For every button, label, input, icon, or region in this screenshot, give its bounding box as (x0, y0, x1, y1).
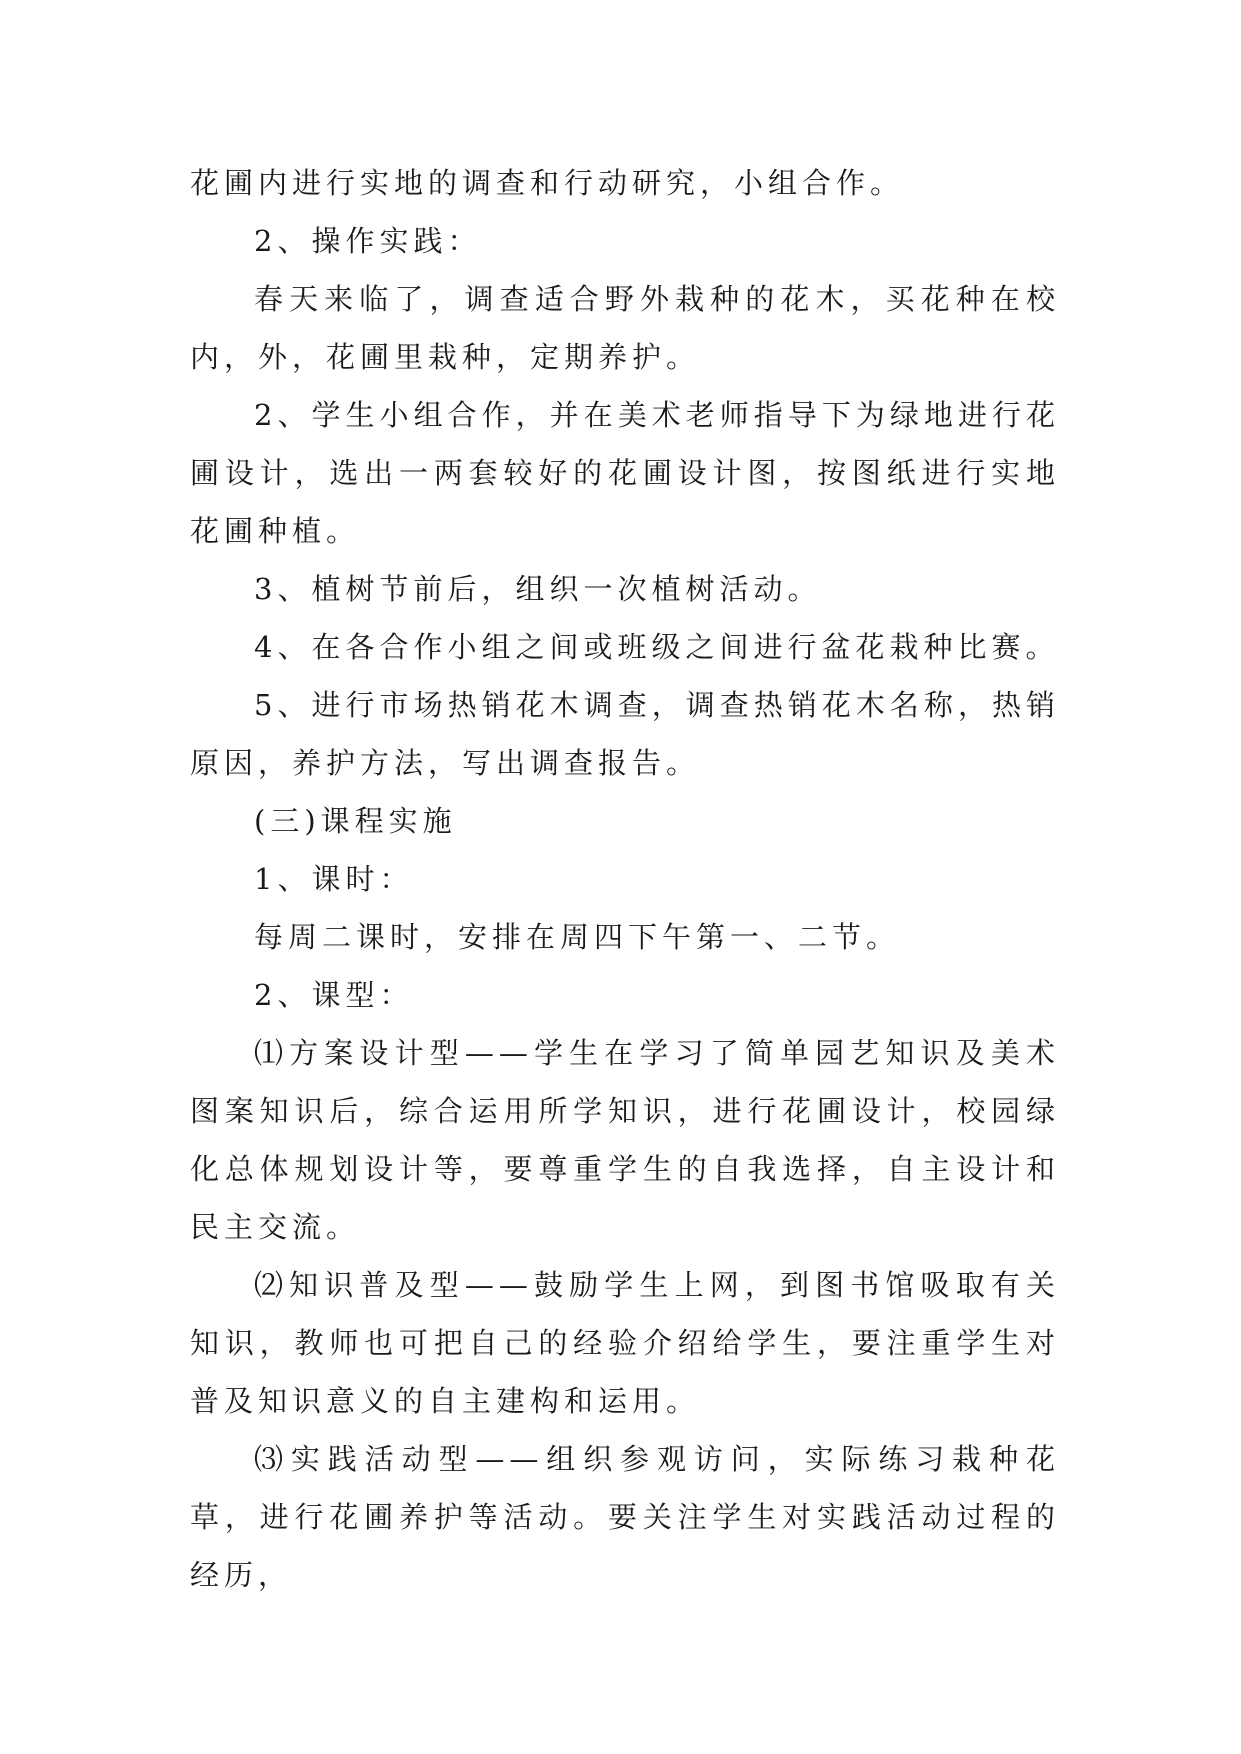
paragraph-6: 4、在各合作小组之间或班级之间进行盆花栽种比赛。 (254, 630, 1060, 664)
paragraph-2: 2、操作实践： (254, 224, 482, 258)
paragraph-11: 2、课型： (254, 978, 414, 1012)
paragraph-14: ⑶实践活动型——组织参观访问，实际练习栽种花草，进行花圃养护等活动。要关注学生对实践活动过程的经历， (190, 1442, 1060, 1592)
document-body (190, 154, 1060, 1604)
paragraph-9: 1、课时： (254, 862, 414, 896)
paragraph-10: 每周二课时，安排在周四下午第一、二节。 (254, 920, 901, 954)
paragraph-1: 花圃内进行实地的调查和行动研究，小组合作。 (190, 166, 905, 200)
paragraph-13: ⑵知识普及型——鼓励学生上网，到图书馆吸取有关知识，教师也可把自己的经验介绍给学生，要注重学生对普及知识意义的自主建构和运用。 (190, 1268, 1060, 1418)
paragraph-12: ⑴方案设计型——学生在学习了简单园艺知识及美术图案知识后，综合运用所学知识，进行花圃设计，校园绿化总体规划设计等，要尊重学生的自我选择，自主设计和民主交流。 (190, 1036, 1060, 1244)
paragraph-3: 春天来临了，调查适合野外栽种的花木，买花种在校内，外，花圃里栽种，定期养护。 (190, 282, 1060, 374)
paragraph-4: 2、学生小组合作，并在美术老师指导下为绿地进行花圃设计，选出一两套较好的花圃设计图，按图纸进行实地花圃种植。 (190, 398, 1060, 548)
section-heading: (三)课程实施 (254, 804, 457, 838)
paragraph-5: 3、植树节前后，组织一次植树活动。 (254, 572, 822, 606)
paragraph-7: 5、进行市场热销花木调查，调查热销花木名称，热销原因，养护方法，写出调查报告。 (190, 688, 1060, 780)
